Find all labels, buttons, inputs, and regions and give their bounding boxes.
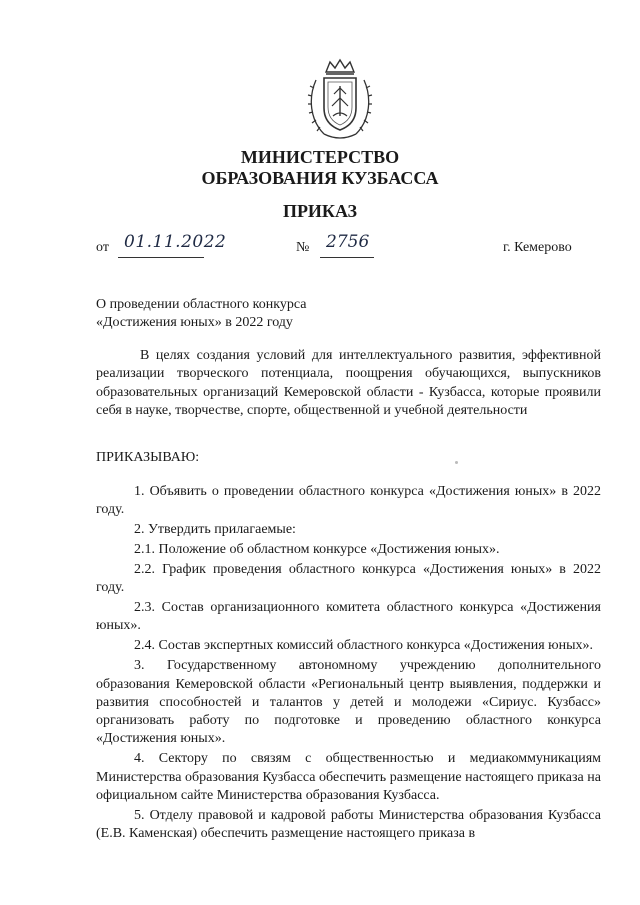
ministry-name-line2: ОБРАЗОВАНИЯ КУЗБАССА (201, 168, 439, 188)
order-date: 01.11.2022 (124, 232, 227, 252)
order-item: 2.1. Положение об областном конкурсе «Достижения юных». (134, 542, 500, 558)
order-item: 5. Отделу правовой и кадровой работы Министерства образования Кузбасса (Е.В. Каменская) обеспечить размещение настоящего приказа в (96, 807, 601, 842)
kuzbass-coat-of-arms-icon (304, 58, 376, 142)
date-label: от (96, 240, 109, 255)
order-word: ПРИКАЗЫВАЮ: (96, 450, 200, 465)
order-item: 4. Сектору по связям с общественностью и медиакоммуникациям Министерства образования Кузбасса обеспечить размещение настоящего приказа на официальном сайте Министерства образования Кузбасса. (96, 751, 601, 803)
order-title: ПРИКАЗ (282, 201, 358, 221)
order-items (96, 483, 601, 845)
subject-line2: «Достижения юных» в 2022 году (96, 315, 293, 330)
preamble-paragraph: В целях создания условий для интеллектуального развития, эффективной реализации творческого потенциала, поощрения обучающихся, выпускников образовательных организаций Кемеровской области - Кузбасса, которые проявили себя в науке, творчестве, спорте, общественной и учебной деятельности (96, 348, 601, 418)
order-item: 2. Утвердить прилагаемые: (134, 522, 296, 538)
order-item: 2.3. Состав организационного комитета областного конкурса «Достижения юных». (96, 600, 601, 634)
scan-speck (455, 461, 458, 464)
order-item: 2.4. Состав экспертных комиссий областного конкурса «Достижения юных». (134, 638, 593, 654)
number-label: № (296, 240, 310, 255)
ministry-name-line1: МИНИСТЕРСТВО (240, 147, 400, 167)
order-number: 2756 (326, 232, 370, 252)
order-item: 2.2. График проведения областного конкурса «Достижения юных» в 2022 году. (96, 561, 601, 596)
order-item: 1. Объявить о проведении областного конкурса «Достижения юных» в 2022 году. (96, 484, 601, 518)
number-underline (320, 257, 374, 258)
order-subject (96, 296, 306, 332)
date-underline (118, 257, 204, 258)
city: г. Кемерово (503, 240, 572, 255)
order-item: 3. Государственному автономному учреждению дополнительного образования Кемеровской области «Региональный центр выявления, поддержки и развития способностей и талантов у детей и молодежи «Сириус. Кузбасс» организовать работу по подготовке и проведению областного конкурса «Достижения юных». (96, 658, 601, 747)
subject-line1: О проведении областного конкурса (96, 297, 307, 312)
